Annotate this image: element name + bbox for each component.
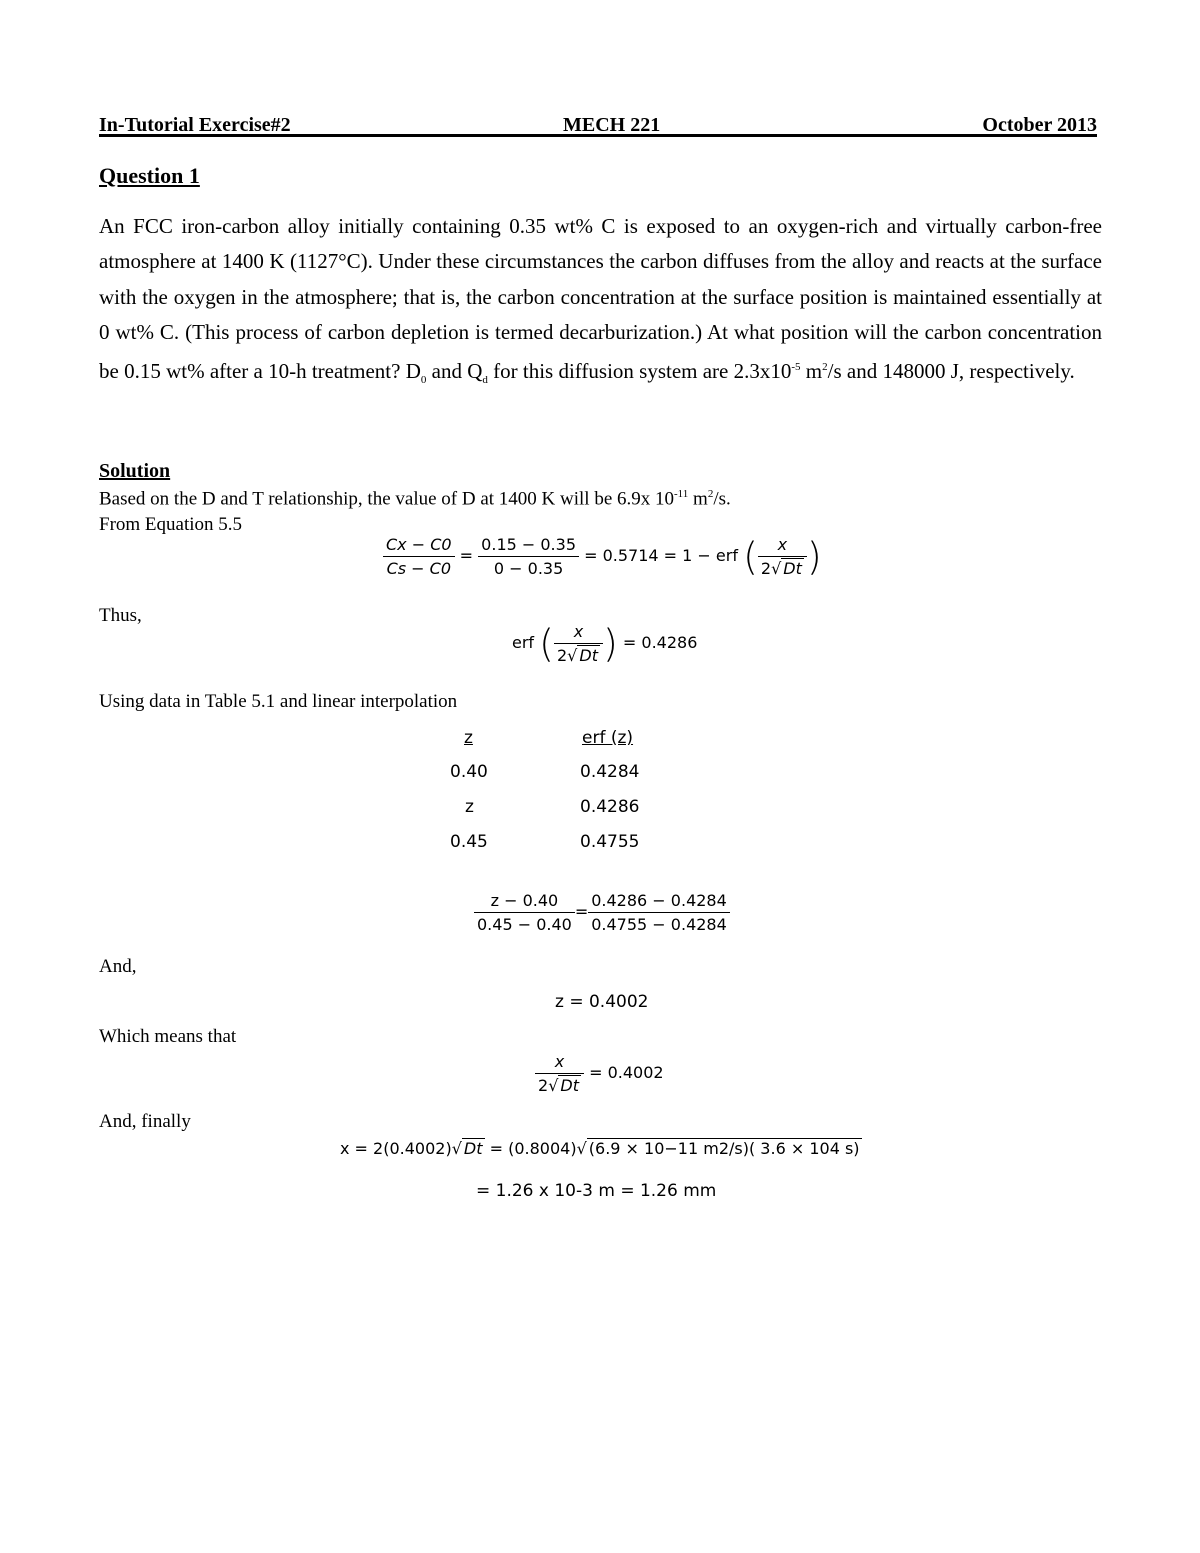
header-course: MECH 221 bbox=[563, 114, 661, 136]
equation-final-result: = 1.26 x 10-3 m = 1.26 mm bbox=[476, 1181, 717, 1201]
header-date: October 2013 bbox=[982, 114, 1097, 136]
header-left: In-Tutorial Exercise#2 bbox=[99, 114, 291, 136]
equation-x-computation: x = 2(0.4002)√ Dt = (0.8004)√ (6.9 × 10−11 m2/s)( 3.6 × 104 s) bbox=[340, 1139, 860, 1158]
table-cell: z bbox=[465, 797, 474, 817]
table-header-erfz: erf (z) bbox=[582, 728, 634, 748]
table-cell: 0.4286 bbox=[580, 797, 640, 817]
solution-thus: Thus, bbox=[99, 605, 142, 626]
table-cell: 0.4755 bbox=[580, 832, 640, 852]
solution-line-equation-ref: From Equation 5.5 bbox=[99, 514, 243, 535]
solution-using-table: Using data in Table 5.1 and linear interpolation bbox=[99, 691, 458, 712]
solution-line-d-value: Based on the D and T relationship, the value of D at 1400 K will be 6.9x $10^{-11}$ $m^2/s$. bbox=[99, 488, 731, 510]
table-cell: 0.45 bbox=[450, 832, 488, 852]
table-cell: 0.40 bbox=[450, 762, 488, 782]
header-rule bbox=[99, 134, 1097, 137]
solution-which-means: Which means that bbox=[99, 1026, 237, 1047]
table-header-z: z bbox=[464, 728, 473, 748]
equation-erf-value: erf ( $\frac{x}{2√ Dt}$ ) = 0.4286 bbox=[512, 621, 698, 666]
question-title: Question 1 bbox=[99, 163, 200, 188]
equation-interpolation: $\frac{z - 0.40}{0.45 - 0.40}$ = $\frac{0.4286 - 0.4284}{0.4755 - 0.4284}$ bbox=[474, 891, 730, 934]
question-text: An FCC iron-carbon alloy initially containing 0.35 wt% C is exposed to an oxygen-rich and virtually carbon-free atmosphere at 1400 K (1127°C). Under these circumstances the carbon diffuses from the alloy and reacts at the surface with the oxygen in the atmosphere; that is, the carbon concentration at the surface position is maintained essentially at 0 wt% C. (This process of carbon depletion is termed decarburization.) At what position will the carbon concentration be 0.15 wt% after a 10-h treatment? $D_0$ and $Q_d$ for this diffusion system are $2.3x10^{-5}$ $m^2/s$ and 148000 J, respectively. bbox=[99, 214, 1102, 387]
equation-z-value: z = 0.4002 bbox=[555, 992, 649, 1012]
solution-and-finally: And, finally bbox=[99, 1111, 191, 1132]
solution-title: Solution bbox=[99, 460, 171, 482]
solution-and-1: And, bbox=[99, 956, 137, 977]
table-cell: 0.4284 bbox=[580, 762, 640, 782]
equation-concentration-ratio: $\frac{Cx - C0}{Cs - C0}$ = $\frac{0.15 - 0.35}{0 - 0.35}$ = 0.5714 = 1 − erf ( $\frac{x}{2√ Dt}$ ) bbox=[383, 535, 822, 578]
equation-x-over-root: $\frac{x}{2√ Dt}$ = 0.4002 bbox=[535, 1052, 664, 1095]
